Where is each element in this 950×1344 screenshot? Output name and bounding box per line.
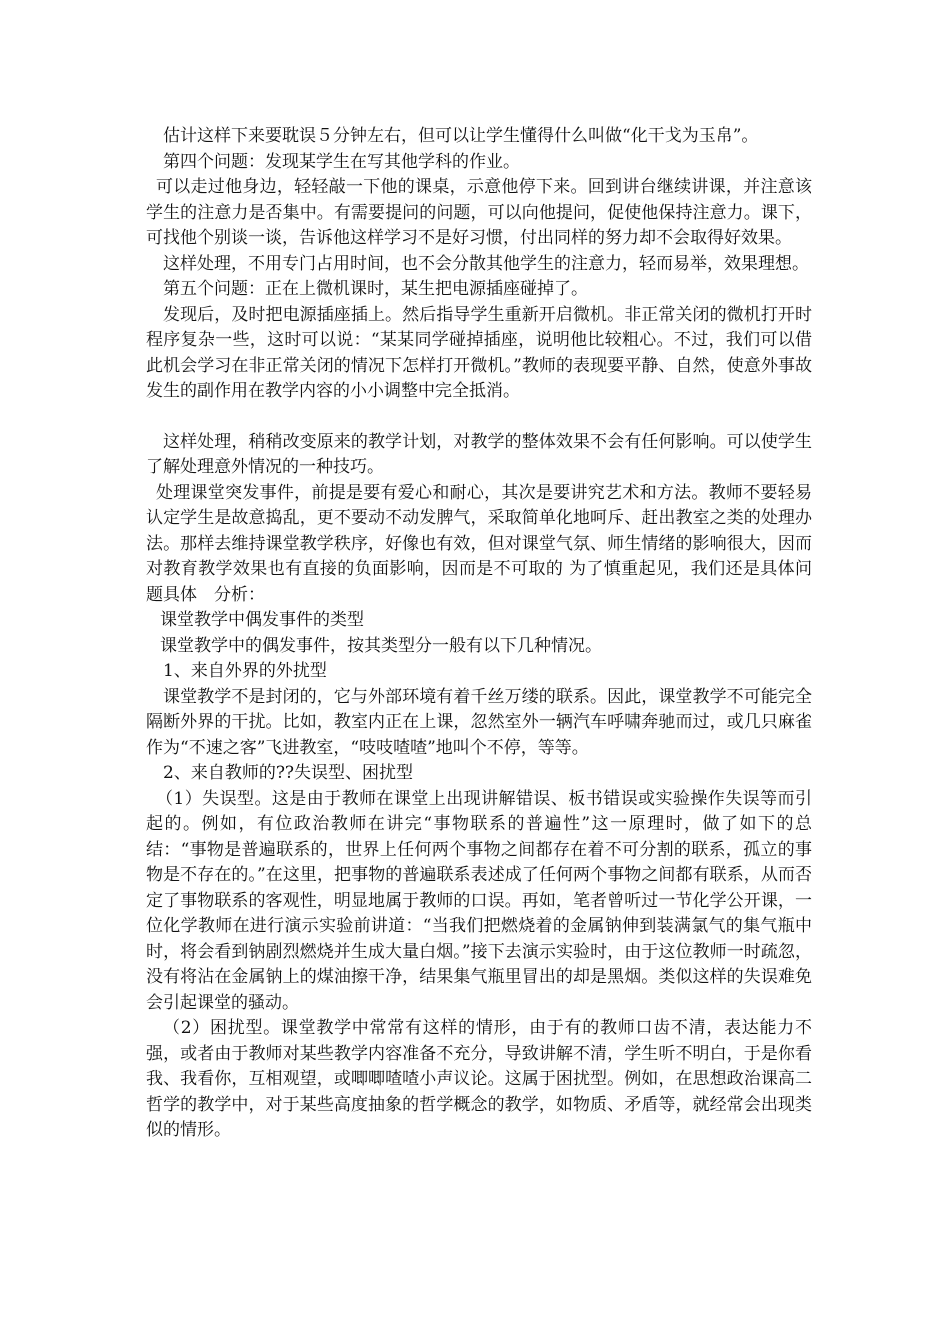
paragraph: （2）困扰型。课堂教学中常常有这样的情形，由于有的教师口齿不清，表达能力不强，或者由于教师对某些教学内容准备不充分，导致讲解不清，学生听不明白，于是你看我、我看你，互相观望，或唧唧喳喳小声议论。这属于困扰型。例如，在思想政治课高二哲学的教学中，对于某些高度抽象的哲学概念的教学，如物质、矛盾等，就经常会出现类似的情形。: [146, 1018, 812, 1140]
paragraph: 第四个问题：发现某学生在写其他学科的作业。: [163, 151, 520, 172]
section-heading: 1、来自外界的外扰型: [163, 661, 327, 681]
paragraph: 发现后，及时把电源插座插上。然后指导学生重新开启微机。非正常关闭的微机打开时程序复杂一些，这时可以说：“某某同学碰掉插座，说明他比较粗心。不过，我们可以借此机会学习在非正常关闭的情况下怎样打开微机。”教师的表现要平静、自然，使意外事故发生的副作用在教学内容的小小调整中完全抵消。: [146, 304, 812, 401]
paragraph: 课堂教学中的偶发事件，按其类型分一般有以下几种情况。: [160, 635, 602, 656]
paragraph-gap: [146, 405, 812, 430]
paragraph: （1）失误型。这是由于教师在课堂上出现讲解错误、板书错误或实验操作失误等而引起的。例如，有位政治教师在讲完“事物联系的普遍性”这一原理时，做了如下的总结：“事物是普遍联系的，世界上任何两个事物之间都存在着不可分割的联系，孤立的事物是不存在的。”在这里，把事物的普遍联系表述成了任何两个事物之间都有联系，从而否定了事物联系的客观性，明显地属于教师的口误。再如，笔者曾听过一节化学公开课，一位化学教师在进行演示实验前讲道：“当我们把燃烧着的金属钠伸到装满氯气的集气瓶中时，将会看到钠剧烈燃烧并生成大量白烟。”接下去演示实验时，由于这位教师一时疏忽，没有将沾在金属钠上的煤油擦干净，结果集气瓶里冒出的却是黑烟。类似这样的失误难免会引起课堂的骚动。: [146, 788, 812, 1013]
paragraph: 课堂教学不是封闭的，它与外部环境有着千丝万缕的联系。因此，课堂教学不可能完全隔断外界的干扰。比如，教室内正在上课，忽然室外一辆汽车呼啸奔驰而过，或几只麻雀作为“不速之客”飞进教室，“吱吱喳喳”地叫个不停，等等。: [146, 686, 812, 758]
paragraph: 处理课堂突发事件，前提是要有爱心和耐心，其次是要讲究艺术和方法。教师不要轻易认定学生是故意捣乱，更不要动不动发脾气，采取简单化地呵斥、赶出教室之类的处理办法。那样去维持课堂教学秩序，好像也有效，但对课堂气氛、师生情绪的影响很大，因而对教育教学效果也有直接的负面影响，因而是不可取的 为了慎重起见，我们还是具体问题具体 分析：: [146, 482, 812, 605]
section-heading: 2、来自教师的??失误型、困扰型: [163, 763, 414, 783]
paragraph: 估计这样下来要耽误５分钟左右，但可以让学生懂得什么叫做“化干戈为玉帛”。: [163, 126, 759, 146]
paragraph: 这样处理，稍稍改变原来的教学计划，对教学的整体效果不会有任何影响。可以使学生了解处理意外情况的一种技巧。: [146, 431, 812, 477]
document-body: [146, 124, 812, 1144]
paragraph: 这样处理，不用专门占用时间，也不会分散其他学生的注意力，轻而易举，效果理想。: [163, 253, 809, 274]
section-heading: 课堂教学中偶发事件的类型: [160, 610, 364, 630]
paragraph: 可以走过他身边，轻轻敲一下他的课桌，示意他停下来。回到讲台继续讲课，并注意该学生的注意力是否集中。有需要提问的问题，可以向他提问，促使他保持注意力。课下，可找他个别谈一谈，告诉他这样学习不是好习惯，付出同样的努力却不会取得好效果。: [146, 177, 812, 248]
paragraph: 第五个问题：正在上微机课时，某生把电源插座碰掉了。: [163, 279, 588, 299]
